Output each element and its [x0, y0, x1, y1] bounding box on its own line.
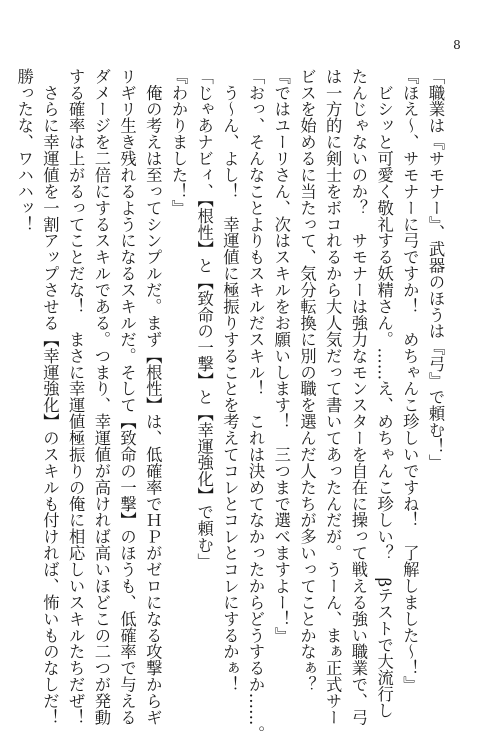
- text-line: ビスを始めるに当たって、気分転換に別の職を選んだ人たちが多いってことかなぁ？: [297, 68, 317, 693]
- text-line: たんじゃないのか？ サモナーは強力なモンスターを自在に操って戦える強い職業で、弓: [348, 68, 368, 726]
- text-line: 「職業は『サモナー』、武器のほうは『弓』で頼む！」: [426, 68, 445, 471]
- text-line: 俺の考えは至ってシンプルだ。まず【根性】は、低確率でＨＰがゼロになる攻撃からギ: [143, 68, 163, 726]
- text-line: ダメージを二倍にするスキルである。つまり、幸運値が高ければ高いほどこの二つが発動: [91, 68, 111, 726]
- page-number: 8: [453, 38, 461, 52]
- text-line: する確率は上がるってことだな！ まさに幸運値極振りの俺に相応しいスキルたちだぜ！: [66, 68, 86, 726]
- text-line: 「おっ、そんなことよりもスキルだスキル！ これは決めてなかったからどうするか……。: [246, 68, 266, 742]
- text-line: う〜ん、よし！ 幸運値に極振りすることを考えてコレとコレとコレにするかぁ！: [220, 68, 240, 693]
- text-line: 『ではユーリさん、次はスキルをお願いします！ 三つまで選べますよー！』: [271, 68, 291, 644]
- text-line: 「じゃあナビィ、【根性】と【致命の一撃】と【幸運強化】で頼む」: [194, 68, 214, 570]
- text-line: リギリ生き残れるようになるスキルだ。そして【致命の一撃】のほうも、低確率で与える: [117, 68, 137, 726]
- body-text: [11, 68, 448, 742]
- text-line: 『わかりました！』: [168, 68, 188, 216]
- text-line: さらに幸運値を一割アップさせる【幸運強化】のスキルも付ければ、怖いものなしだ！: [40, 68, 60, 726]
- text-line: ビシッと可愛く敬礼する妖精さん。……え、めちゃんこ珍しい？ βテストで大流行し: [374, 68, 394, 719]
- text-line: 『ほえ〜、サモナーに弓ですか！ めちゃんこ珍しいですね！ 了解しました〜！』: [400, 68, 420, 693]
- text-line: は一方的に剣士をボコれるから大人気だって書いてあったんだが。うーん、まぁ正式サー: [323, 68, 343, 726]
- text-line: 勝ったな、ワハハッ！: [14, 68, 34, 233]
